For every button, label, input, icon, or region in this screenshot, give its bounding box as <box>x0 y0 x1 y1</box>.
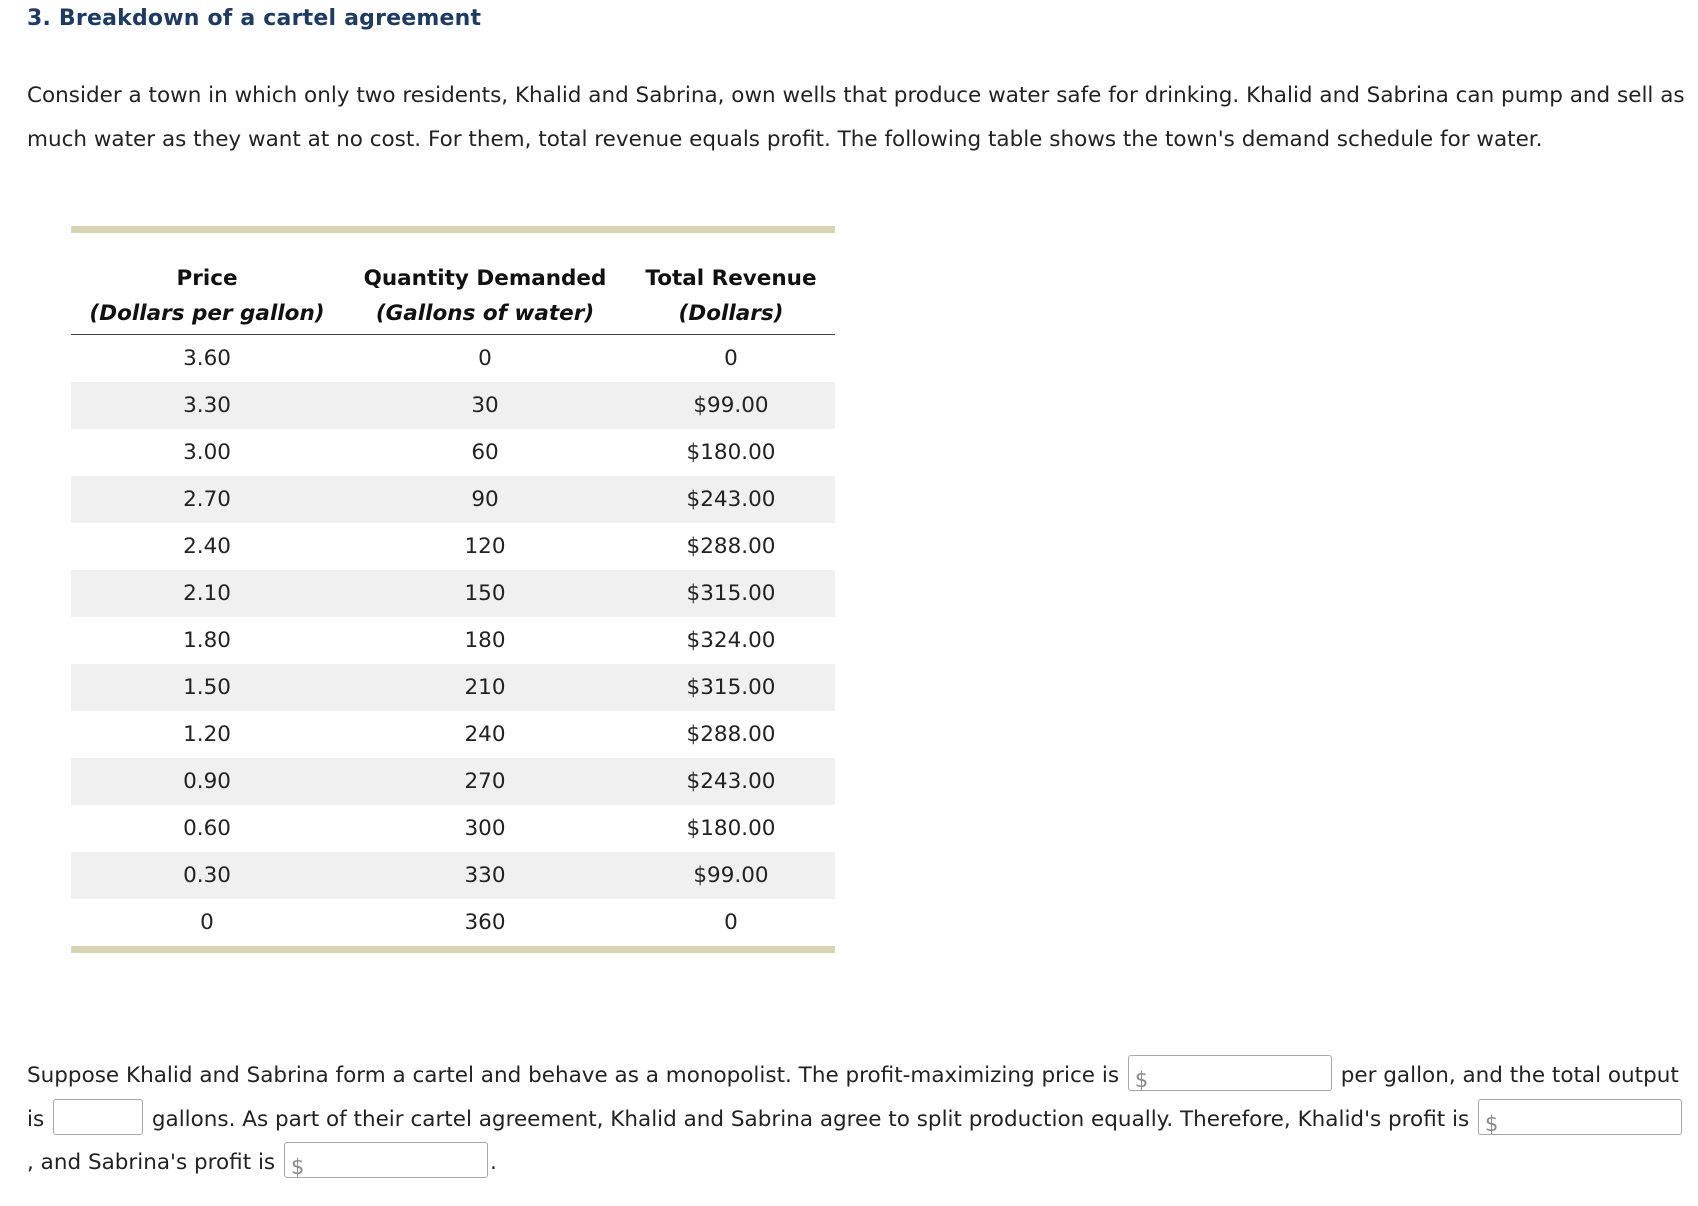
question-paragraph <box>27 1054 1687 1185</box>
revenue-cell: $180.00 <box>686 440 776 465</box>
quantity-cell: 210 <box>343 664 627 711</box>
price-answer-box[interactable] <box>1128 1055 1332 1091</box>
price-cell: 1.50 <box>71 664 343 711</box>
table-row <box>71 899 835 946</box>
table-row <box>71 335 835 383</box>
question-text-4: , and Sabrina's profit is <box>27 1150 276 1175</box>
quantity-cell: 90 <box>343 476 627 523</box>
price-cell: 3.60 <box>183 346 231 371</box>
table-row <box>71 570 835 617</box>
revenue-cell: $324.00 <box>686 628 776 653</box>
quantity-cell: 0 <box>478 346 492 371</box>
header-price-unit: (Dollars per gallon) <box>71 293 343 335</box>
revenue-cell: 0 <box>724 910 738 935</box>
revenue-cell: $99.00 <box>627 382 835 429</box>
khalid-profit-input[interactable] <box>1479 1104 1681 1138</box>
header-revenue-unit: (Dollars) <box>627 293 835 335</box>
revenue-cell: $243.00 <box>627 758 835 805</box>
question-text-1: Suppose Khalid and Sabrina form a cartel and behave as a monopolist. The profit-maximizing price is <box>27 1063 1120 1088</box>
demand-table <box>71 233 835 946</box>
revenue-cell: 0 <box>724 346 738 371</box>
price-cell: 0.60 <box>183 816 231 841</box>
revenue-cell: $243.00 <box>627 476 835 523</box>
table-row <box>71 382 835 429</box>
price-cell: 2.70 <box>71 476 343 523</box>
revenue-cell: $180.00 <box>686 816 776 841</box>
price-cell: 0.30 <box>71 852 343 899</box>
table-row <box>71 476 835 523</box>
dollar-sign: $ <box>1485 1111 1499 1136</box>
table-row <box>71 711 835 758</box>
table-row <box>71 523 835 570</box>
question-text-5: . <box>489 1150 497 1175</box>
revenue-cell: $99.00 <box>627 852 835 899</box>
khalid-profit-answer-box[interactable] <box>1478 1099 1682 1135</box>
question-text-3: gallons. As part of their cartel agreement, Khalid and Sabrina agree to split production equally. Therefore, Khalid's profit is <box>151 1106 1470 1132</box>
dollar-sign: $ <box>290 1155 305 1179</box>
revenue-cell: $288.00 <box>686 534 776 559</box>
sabrina-profit-input[interactable] <box>285 1147 487 1181</box>
output-answer-box[interactable] <box>53 1099 143 1135</box>
price-cell: 1.80 <box>183 628 231 653</box>
table-row <box>71 852 835 899</box>
price-cell: 2.40 <box>183 534 231 559</box>
price-cell: 0 <box>200 910 214 935</box>
revenue-cell: $315.00 <box>627 664 835 711</box>
table-row <box>71 429 835 476</box>
price-cell: 2.10 <box>71 570 343 617</box>
output-input[interactable] <box>54 1104 142 1138</box>
revenue-cell: $315.00 <box>627 570 835 617</box>
intro-paragraph <box>27 74 1687 162</box>
quantity-cell: 30 <box>343 382 627 429</box>
table-bottom-rule <box>71 946 835 953</box>
table-row <box>71 758 835 805</box>
intro-text: Consider a town in which only two residents, Khalid and Sabrina, own wells that produce water safe for drinking. Khalid and Sabrina can pump and sell as much water as they want at no cost. For them, total revenue equals profit. The following table shows the town's demand schedule for water. <box>27 83 1685 152</box>
revenue-cell: $288.00 <box>686 722 776 747</box>
quantity-cell: 240 <box>464 722 506 747</box>
header-price: Price <box>176 266 238 291</box>
table-row <box>71 805 835 852</box>
dollar-sign: $ <box>1134 1068 1149 1092</box>
quantity-cell: 330 <box>343 852 627 899</box>
price-cell: 0.90 <box>71 758 343 805</box>
quantity-cell: 120 <box>464 534 506 559</box>
quantity-cell: 150 <box>343 570 627 617</box>
page-title: 3. Breakdown of a cartel agreement <box>27 6 482 31</box>
table-row <box>71 664 835 711</box>
sabrina-profit-answer-box[interactable] <box>284 1142 488 1178</box>
price-cell: 3.30 <box>71 382 343 429</box>
quantity-cell: 360 <box>464 910 506 935</box>
table-row <box>71 617 835 664</box>
header-revenue: Total Revenue <box>645 266 817 291</box>
quantity-cell: 180 <box>464 628 506 653</box>
table-top-rule <box>71 226 835 233</box>
question-text-2: per gallon, and the total output is <box>27 1063 1679 1132</box>
price-input[interactable] <box>1129 1060 1331 1094</box>
header-quantity-unit: (Gallons of water) <box>343 293 627 335</box>
demand-schedule-table <box>71 226 835 953</box>
quantity-cell: 270 <box>343 758 627 805</box>
price-cell: 1.20 <box>183 722 231 747</box>
header-quantity: Quantity Demanded <box>363 266 607 291</box>
quantity-cell: 300 <box>464 816 506 841</box>
quantity-cell: 60 <box>471 440 499 465</box>
price-cell: 3.00 <box>183 440 231 465</box>
